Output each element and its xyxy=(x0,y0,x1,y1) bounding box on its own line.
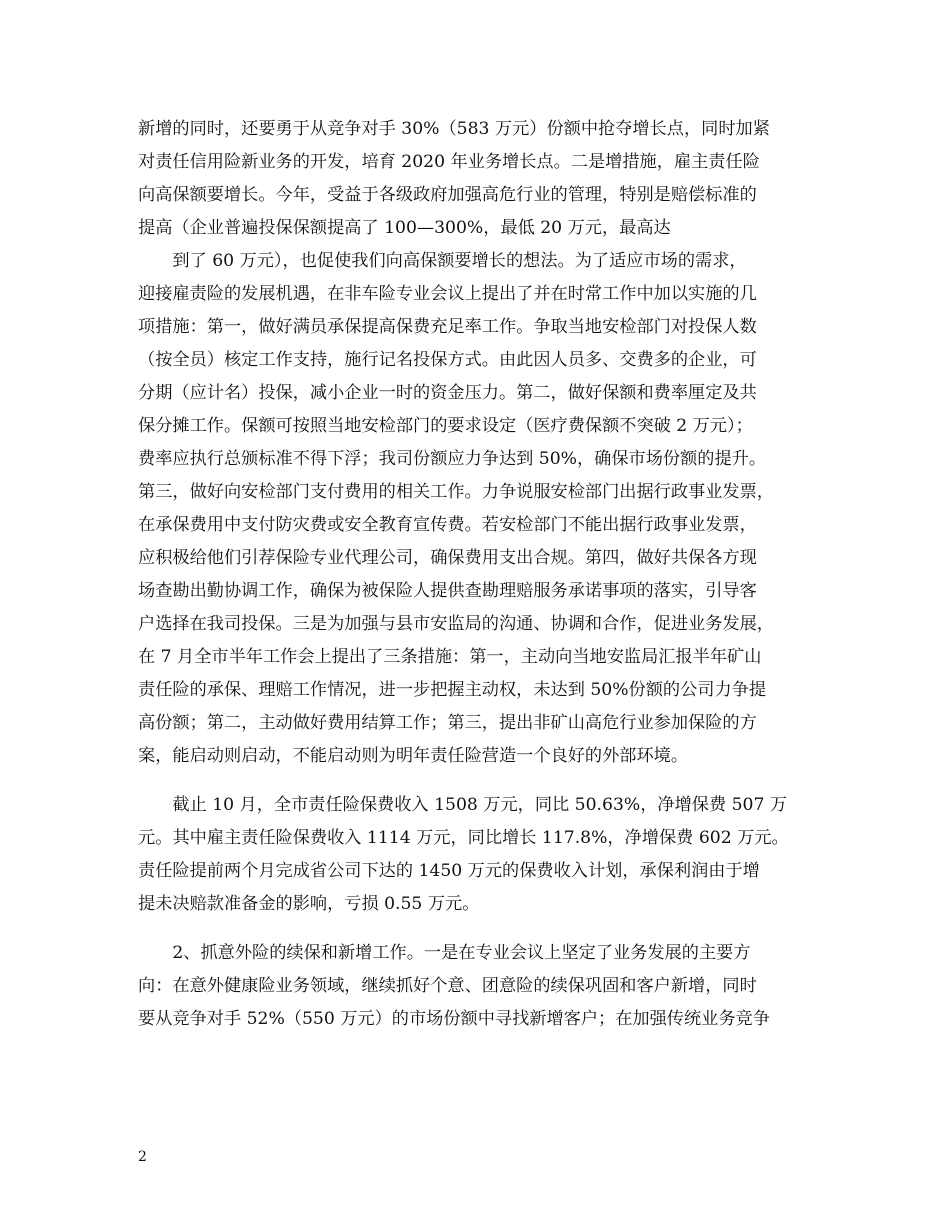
text-line: 责任险的承保、理赔工作情况，进一步把握主动权，未达到 50%份额的公司力争提 xyxy=(138,680,767,700)
text-line: 到了 60 万元），也促使我们向高保额要增长的想法。为了适应市场的需求， xyxy=(138,251,747,271)
text-line: 提高（企业普遍投保保额提高了 100—300%，最低 20 万元，最高达 xyxy=(138,218,671,238)
text-line: 在 7 月全市半年工作会上提出了三条措施：第一，主动向当地安监局汇报半年矿山 xyxy=(138,647,762,667)
text-line: 费率应执行总颁标准不得下浮；我司份额应力争达到 50%，确保市场份额的提升。 xyxy=(138,449,767,469)
text-line: 向：在意外健康险业务领域，继续抓好个意、团意险的续保巩固和客户新增，同时 xyxy=(138,976,757,996)
text-line: 对责任信用险新业务的开发，培育 2020 年业务增长点。二是增措施，雇主责任险 xyxy=(138,152,760,172)
text-line: 新增的同时，还要勇于从竞争对手 30%（583 万元）份额中抢夺增长点，同时加紧 xyxy=(138,119,770,139)
text-line: 高份额；第二，主动做好费用结算工作；第三，提出非矿山高危行业参加保险的方 xyxy=(138,713,757,733)
text-line: 案，能启动则启动，不能启动则为明年责任险营造一个良好的外部环境。 xyxy=(138,746,689,766)
text-line: 要从竞争对手 52%（550 万元）的市场份额中寻找新增客户；在加强传统业务竞争 xyxy=(138,1009,770,1029)
text-line: 保分摊工作。保额可按照当地安检部门的要求设定（医疗费保额不突破 2 万元）； xyxy=(138,416,753,436)
text-line: 应积极给他们引荐保险专业代理公司，确保费用支出合规。第四，做好共保各方现 xyxy=(138,548,757,568)
text-line: 责任险提前两个月完成省公司下达的 1450 万元的保费收入计划，承保利润由于增 xyxy=(138,861,760,881)
text-line: 向高保额要增长。今年，受益于各级政府加强高危行业的管理，特别是赔偿标准的 xyxy=(138,185,757,205)
text-line: 元。其中雇主责任险保费收入 1114 万元，同比增长 117.8%，净增保费 602 万元。 xyxy=(138,828,789,848)
page-number: 2 xyxy=(138,1149,147,1165)
text-line: 在承保费用中支付防灾费或安全教育宣传费。若安检部门不能出据行政事业发票， xyxy=(138,515,757,535)
text-line: 迎接雇责险的发展机遇，在非车险专业会议上提出了并在时常工作中加以实施的几 xyxy=(138,284,757,304)
text-line: 2、抓意外险的续保和新增工作。一是在专业会议上坚定了业务发展的主要方 xyxy=(138,943,751,963)
text-line: 截止 10 月，全市责任险保费收入 1508 万元，同比 50.63%，净增保费 507 万 xyxy=(138,795,788,815)
text-line: 提未决赔款准备金的影响，亏损 0.55 万元。 xyxy=(138,894,480,914)
text-line: 户选择在我司投保。三是为加强与县市安监局的沟通、协调和合作，促进业务发展， xyxy=(138,614,774,634)
text-line: 第三，做好向安检部门支付费用的相关工作。力争说服安检部门出据行政事业发票， xyxy=(138,482,774,502)
text-line: （按全员）核定工作支持，施行记名投保方式。由此因人员多、交费多的企业，可 xyxy=(138,350,757,370)
text-line: 场查勘出勤协调工作，确保为被保险人提供查勘理赔服务承诺事项的落实，引导客 xyxy=(138,581,757,601)
text-line: 分期（应计名）投保，减小企业一时的资金压力。第二，做好保额和费率厘定及共 xyxy=(138,383,757,403)
text-line: 项措施：第一，做好满员承保提高保费充足率工作。争取当地安检部门对投保人数 xyxy=(138,317,757,337)
